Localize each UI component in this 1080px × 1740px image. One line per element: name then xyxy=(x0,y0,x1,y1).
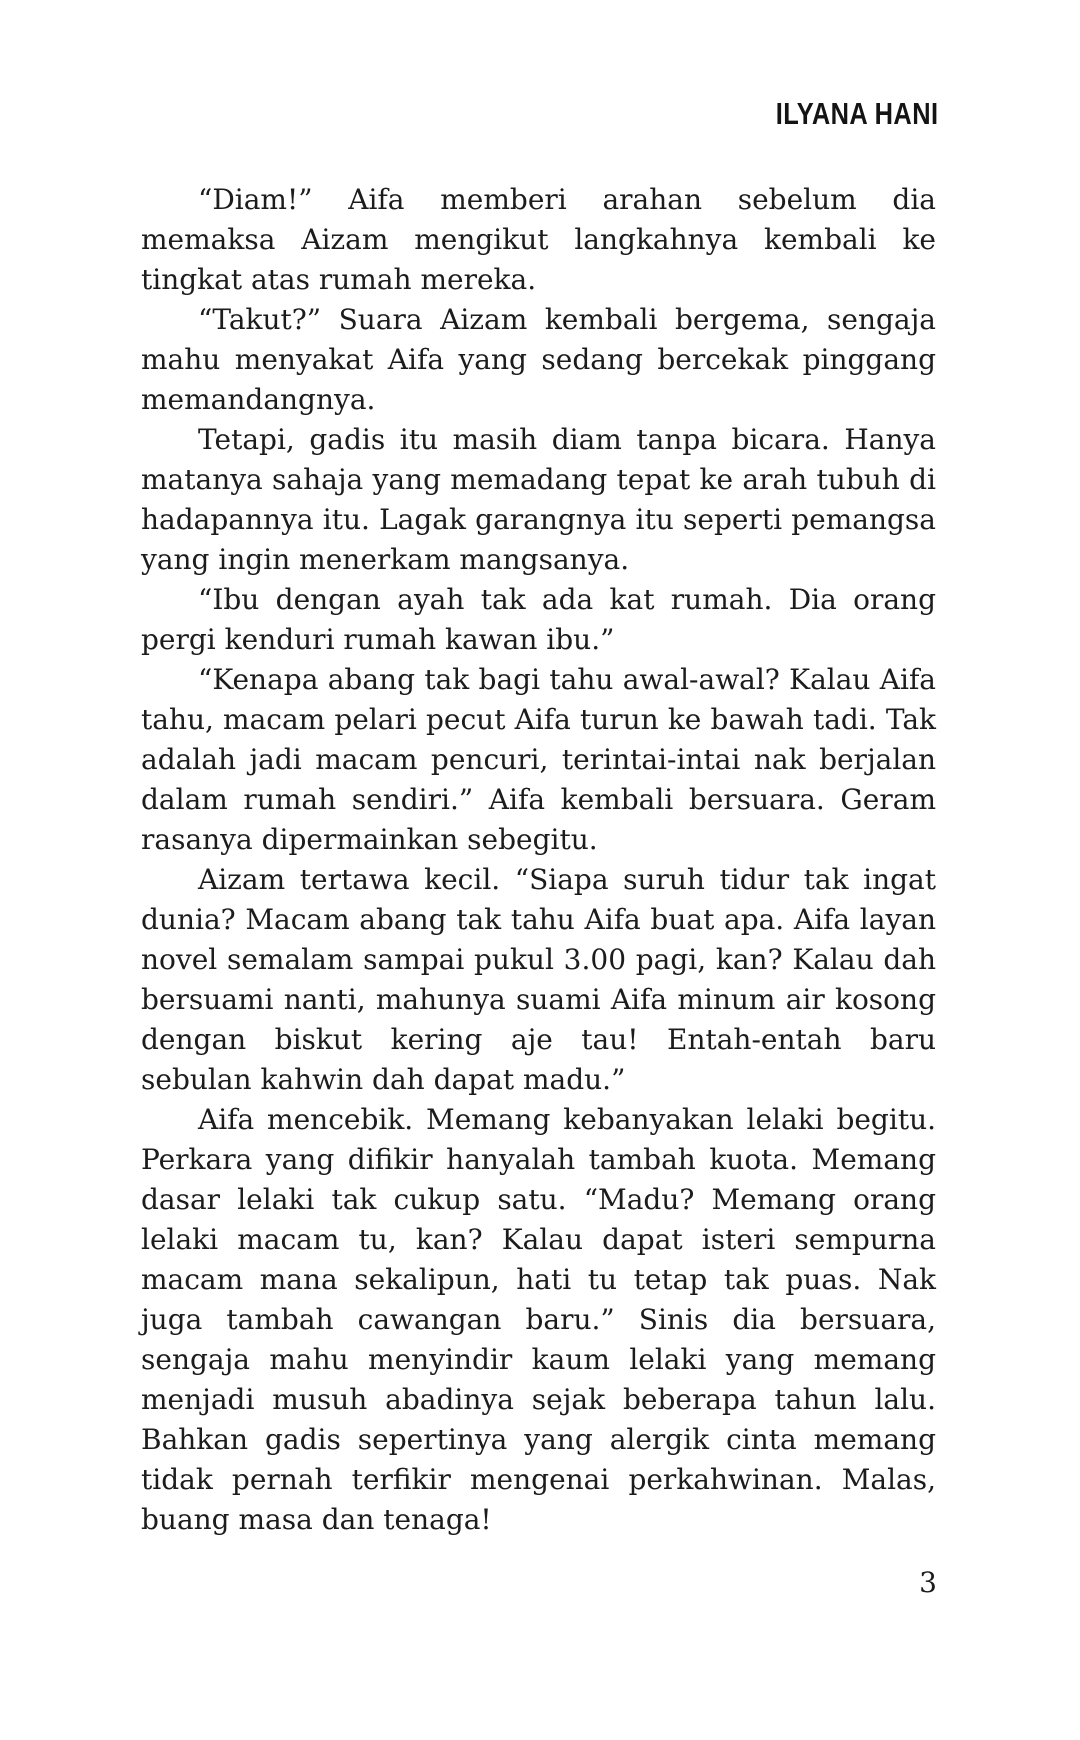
paragraph: “Ibu dengan ayah tak ada kat rumah. Dia orang pergi kenduri rumah kawan ibu.” xyxy=(141,583,936,656)
page-number: 3 xyxy=(919,1566,937,1599)
paragraph: “Kenapa abang tak bagi tahu awal-awal? Kalau Aifa tahu, macam pelari pecut Aifa turun ke bawah tadi. Tak adalah jadi macam pencuri, terintai-intai nak berjalan dalam rumah sendiri.” Aifa kembali bersuara. Geram rasanya dipermainkan sebegitu. xyxy=(141,663,936,856)
paragraph: Tetapi, gadis itu masih diam tanpa bicara. Hanya matanya sahaja yang memadang tepat ke arah tubuh di hadapannya itu. Lagak garangnya itu seperti pemangsa yang ingin menerkam mangsanya. xyxy=(141,423,936,576)
paragraph: Aizam tertawa kecil. “Siapa suruh tidur tak ingat dunia? Macam abang tak tahu Aifa buat apa. Aifa layan novel semalam sampai pukul 3.00 pagi, kan? Kalau dah bersuami nanti, mahunya suami Aifa minum air kosong dengan biskut kering aje tau! Entah-entah baru sebulan kahwin dah dapat madu.” xyxy=(141,863,936,1096)
body-text xyxy=(141,180,936,1540)
paragraph: “Diam!” Aifa memberi arahan sebelum dia memaksa Aizam mengikut langkahnya kembali ke tingkat atas rumah mereka. xyxy=(141,183,936,296)
paragraph: Aifa mencebik. Memang kebanyakan lelaki begitu. Perkara yang difikir hanyalah tambah kuota. Memang dasar lelaki tak cukup satu. “Madu? Memang orang lelaki macam tu, kan? Kalau dapat isteri sempurna macam mana sekalipun, hati tu tetap tak puas. Nak juga tambah cawangan baru.” Sinis dia bersuara, sengaja mahu menyindir kaum lelaki yang memang menjadi musuh abadinya sejak beberapa tahun lalu. Bahkan gadis sepertinya yang alergik cinta memang tidak pernah terfikir mengenai perkahwinan. Malas, buang masa dan tenaga! xyxy=(141,1103,936,1536)
paragraph: “Takut?” Suara Aizam kembali bergema, sengaja mahu menyakat Aifa yang sedang bercekak pinggang memandangnya. xyxy=(141,303,936,416)
running-head: ILYANA HANI xyxy=(775,96,938,131)
